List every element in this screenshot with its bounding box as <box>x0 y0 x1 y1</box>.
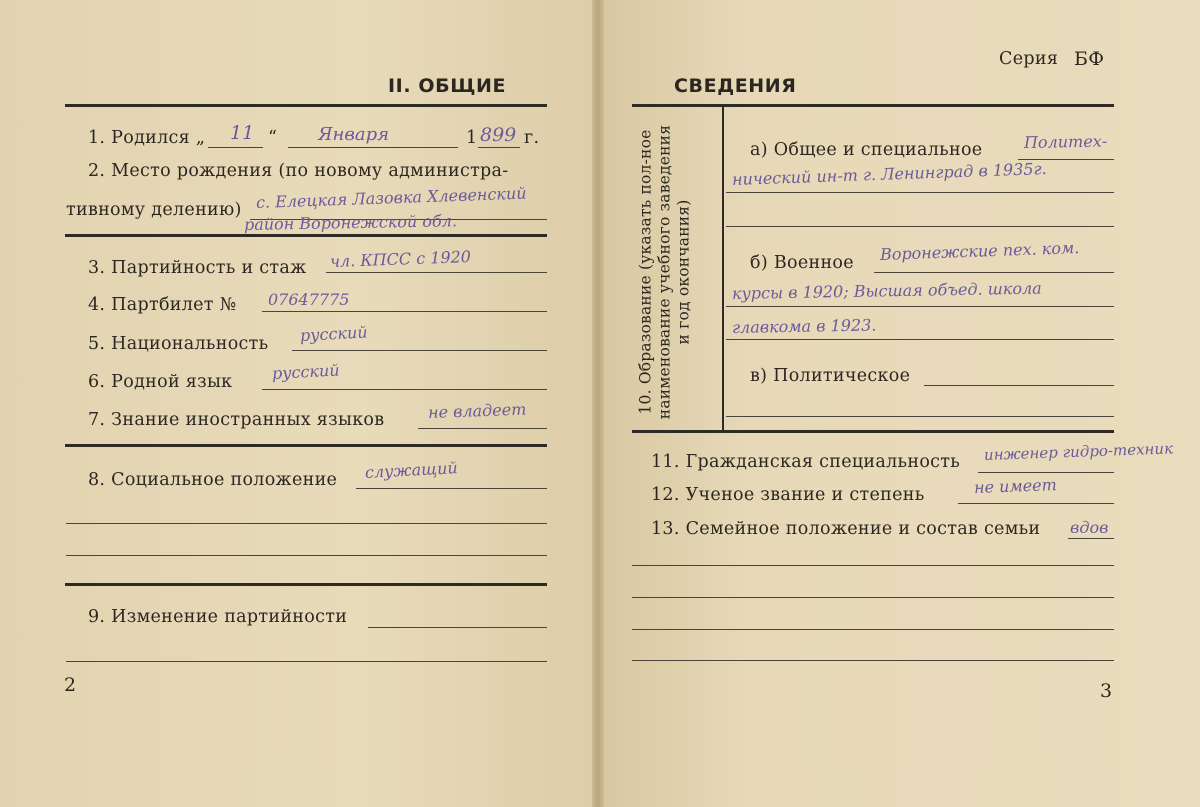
social-status-label: 8. Социальное положение <box>88 470 338 490</box>
academic-title-label: 12. Ученое звание и степень <box>651 485 925 505</box>
right-top-rule <box>632 104 1114 107</box>
nationality-value: русский <box>299 322 369 345</box>
series-label: Серия <box>999 49 1059 69</box>
left-rule-3 <box>65 444 547 447</box>
partycard-label: 4. Партбилет № <box>88 295 237 315</box>
right-rule-2 <box>632 430 1114 433</box>
birth-year-prefix: 1 <box>466 128 478 148</box>
education-section-label: 10. Образование (указать пол-ное наименование учебного заведения и год окончания) <box>636 124 693 420</box>
birth-year: 899 <box>480 124 517 146</box>
birth-month-line <box>288 147 458 148</box>
partycard-line <box>262 311 547 312</box>
civil-specialty-value: инженер гидро-техник <box>983 439 1174 464</box>
partycard-value: 07647775 <box>268 290 350 309</box>
edu-general-line3 <box>726 226 1114 227</box>
birth-year-line <box>478 147 520 148</box>
party-label: 3. Партийность и стаж <box>88 258 307 278</box>
family-status-line5 <box>632 660 1114 661</box>
edu-military-line1 <box>874 272 1114 273</box>
social-status-value: служащий <box>364 458 459 482</box>
native-language-value: русский <box>271 360 341 383</box>
birthplace-label-line2: тивному делению) <box>66 200 242 220</box>
academic-title-line <box>958 503 1114 504</box>
edu-military-value-line3: главкома в 1923. <box>731 315 877 337</box>
education-divider <box>722 106 724 430</box>
party-value: чл. КПСС с 1920 <box>329 247 472 271</box>
birth-month: Января <box>318 124 390 145</box>
family-status-line2 <box>632 565 1114 566</box>
family-status-line3 <box>632 597 1114 598</box>
left-top-rule <box>65 104 547 107</box>
native-language-label: 6. Родной язык <box>88 372 233 392</box>
foreign-languages-label: 7. Знание иностранных языков <box>88 410 385 430</box>
birthplace-value-line2: район Воронежской обл. <box>243 211 458 234</box>
party-change-label: 9. Изменение партийности <box>88 607 348 627</box>
academic-title-value: не имеет <box>973 475 1058 497</box>
edu-political-line1 <box>924 385 1114 386</box>
family-status-label: 13. Семейное положение и состав семьи <box>651 519 1041 539</box>
series-value: БФ <box>1074 48 1105 70</box>
edu-political-label: в) Политическое <box>750 366 911 386</box>
edu-general-line2 <box>726 192 1114 193</box>
social-status-line3 <box>66 555 547 556</box>
family-status-value: вдов <box>1070 518 1109 537</box>
edu-general-value-line2: нический ин-т г. Ленинград в 1935г. <box>731 159 1047 189</box>
edu-general-value-line1: Политех- <box>1023 131 1108 152</box>
native-language-line <box>262 389 547 390</box>
birth-day: 11 <box>230 122 255 144</box>
edu-political-line2 <box>726 416 1114 417</box>
edu-military-value-line1: Воронежские пех. ком. <box>879 238 1080 264</box>
party-change-line <box>368 627 547 628</box>
social-status-line <box>356 488 547 489</box>
right-heading: СВЕДЕНИЯ <box>674 75 797 97</box>
party-line <box>326 272 547 273</box>
civil-specialty-line <box>978 472 1114 473</box>
right-page-number: 3 <box>1100 680 1113 702</box>
foreign-languages-line <box>418 428 547 429</box>
nationality-label: 5. Национальность <box>88 334 269 354</box>
birth-date-label: 1. Родился „ <box>88 128 206 148</box>
birth-day-line <box>208 147 263 148</box>
edu-military-value-line2: курсы в 1920; Высшая объед. школа <box>731 278 1042 303</box>
edu-military-label: б) Военное <box>750 253 854 273</box>
left-rule-4 <box>65 583 547 586</box>
birthplace-value-line1: с. Елецкая Лазовка Хлевенский <box>255 183 527 212</box>
left-heading: II. ОБЩИЕ <box>388 75 507 97</box>
left-page-number: 2 <box>64 674 77 696</box>
family-status-line1 <box>1068 538 1114 539</box>
family-status-line4 <box>632 629 1114 630</box>
social-status-line2 <box>66 523 547 524</box>
left-rule-2 <box>65 234 547 237</box>
edu-military-line2 <box>726 306 1114 307</box>
edu-military-line3 <box>726 339 1114 340</box>
nationality-line <box>292 350 547 351</box>
birthplace-label-line1: 2. Место рождения (по новому администра- <box>88 161 509 181</box>
birth-date-quote: “ <box>268 128 278 148</box>
party-change-line2 <box>66 661 547 662</box>
foreign-languages-value: не владеет <box>427 399 527 422</box>
edu-general-label: а) Общее и специальное <box>750 140 983 160</box>
civil-specialty-label: 11. Гражданская специальность <box>651 452 961 472</box>
book-gutter <box>592 0 604 807</box>
birth-year-suffix: г. <box>524 128 540 148</box>
